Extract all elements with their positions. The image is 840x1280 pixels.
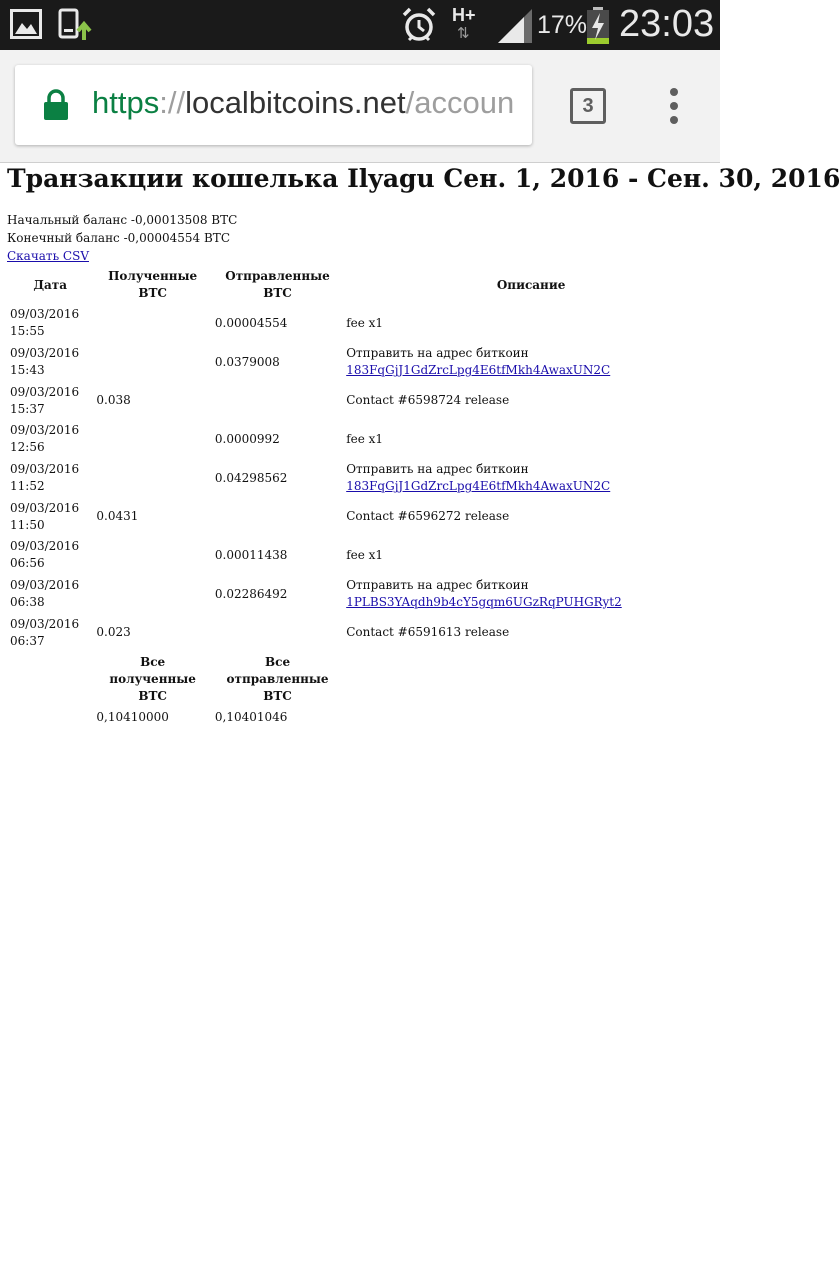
cell-received — [94, 421, 211, 458]
cell-date-day: 09/03/2016 — [10, 307, 80, 322]
opening-balance: Начальный баланс -0,00013508 BTC — [7, 213, 238, 227]
total-sent-label-line2: BTC — [263, 689, 292, 704]
cell-sent — [213, 498, 342, 535]
cell-date-day: 09/03/2016 — [10, 616, 80, 631]
cell-received: 0.038 — [96, 393, 131, 408]
table-row — [6, 576, 718, 613]
cell-date — [6, 421, 92, 458]
page-content — [0, 163, 840, 1280]
cell-sent: 0.00004554 — [214, 315, 288, 330]
cell-date — [6, 576, 92, 613]
battery-charging-icon — [585, 7, 611, 50]
cell-date-time: 15:55 — [10, 324, 45, 339]
cell-received: 0.023 — [96, 625, 131, 640]
cell-date — [6, 382, 92, 419]
alarm-icon — [400, 6, 438, 49]
total-sent-label-line1: Все отправленные — [226, 655, 329, 687]
totals-spacer-desc-2 — [344, 708, 718, 727]
cell-received — [94, 537, 211, 574]
cell-description — [344, 460, 718, 497]
totals-spacer-desc — [344, 653, 718, 706]
description-text: Отправить на адрес биткоин — [346, 578, 529, 593]
table-row — [6, 615, 718, 652]
signal-icon — [496, 8, 534, 49]
total-received-value: 0,10410000 — [96, 710, 169, 725]
cell-date-day: 09/03/2016 — [10, 346, 80, 361]
cell-sent — [213, 382, 342, 419]
table-row — [6, 382, 718, 419]
cell-date — [6, 344, 92, 381]
table-row — [6, 537, 718, 574]
cell-description — [344, 305, 718, 342]
cell-date-time: 15:43 — [10, 363, 45, 378]
cell-date-day: 09/03/2016 — [10, 384, 80, 399]
cell-sent: 0.04298562 — [214, 470, 288, 485]
column-header-description: Описание — [496, 277, 566, 292]
description-text: Отправить на адрес биткоин — [346, 462, 529, 477]
cell-sent: 0.00011438 — [214, 547, 288, 562]
transactions-table — [4, 265, 720, 729]
data-transfer-icon: ⇅ — [457, 25, 470, 42]
cell-date-day: 09/03/2016 — [10, 578, 80, 593]
cell-date — [6, 460, 92, 497]
cell-date — [6, 498, 92, 535]
cell-sent — [213, 615, 342, 652]
battery-percent: 17% — [537, 11, 588, 39]
cell-received: 0.0431 — [96, 509, 139, 524]
cell-date-time: 15:37 — [10, 401, 45, 416]
table-row — [6, 344, 718, 381]
overflow-menu-icon[interactable] — [664, 88, 684, 124]
table-row — [6, 421, 718, 458]
url-text[interactable] — [92, 83, 527, 123]
cell-date-time: 12:56 — [10, 440, 45, 455]
cell-sent: 0.0000992 — [214, 431, 280, 446]
gallery-icon — [10, 9, 42, 44]
column-header-received: Полученные BTC — [108, 269, 198, 300]
page-title: Транзакции кошелька Ilyagu Сен. 1, 2016 - Сен. 30, 2016 — [7, 164, 840, 193]
cell-received — [94, 460, 211, 497]
network-type: H+ — [452, 5, 476, 25]
cell-date — [6, 537, 92, 574]
cell-description — [344, 344, 718, 381]
description-text: fee x1 — [346, 431, 384, 446]
cell-date-time: 11:50 — [10, 517, 45, 532]
description-text: Contact #6591613 release — [346, 625, 510, 640]
description-text: fee x1 — [346, 547, 384, 562]
cell-received — [94, 305, 211, 342]
cell-sent: 0.02286492 — [214, 586, 288, 601]
cell-date-day: 09/03/2016 — [10, 539, 80, 554]
table-row — [6, 498, 718, 535]
cell-date-day: 09/03/2016 — [10, 500, 80, 515]
url-path: /accoun — [405, 85, 515, 120]
cell-sent: 0.0379008 — [214, 354, 280, 369]
description-text: fee x1 — [346, 315, 384, 330]
total-received-label-line1: Все полученные — [109, 655, 196, 687]
total-sent-value: 0,10401046 — [214, 710, 288, 725]
tab-switcher-button[interactable]: 3 — [570, 88, 606, 124]
total-sent-label — [213, 653, 342, 706]
url-host: localbitcoins.net — [185, 85, 406, 120]
cell-date — [6, 615, 92, 652]
closing-balance: Конечный баланс -0,00004554 BTC — [7, 231, 230, 245]
cell-date-day: 09/03/2016 — [10, 462, 80, 477]
column-header-sent: Отправленные BTC — [225, 269, 330, 300]
cell-received — [94, 576, 211, 613]
description-text: Отправить на адрес биткоин — [346, 346, 529, 361]
lock-icon — [43, 89, 69, 125]
cell-description — [344, 498, 718, 535]
address-bar[interactable] — [15, 65, 532, 145]
cell-description — [344, 382, 718, 419]
totals-spacer — [6, 653, 92, 706]
status-bar — [0, 0, 720, 50]
cell-date-time: 06:37 — [10, 633, 45, 648]
cell-description — [344, 537, 718, 574]
url-scheme: https — [92, 85, 160, 120]
total-received-label — [94, 653, 211, 706]
totals-spacer-2 — [6, 708, 92, 727]
cell-date-day: 09/03/2016 — [10, 423, 80, 438]
cell-description — [344, 421, 718, 458]
url-separator: :// — [159, 85, 186, 120]
transactions-body — [6, 305, 718, 651]
browser-toolbar — [0, 50, 720, 163]
total-received-label-line2: BTC — [138, 689, 167, 704]
table-row — [6, 305, 718, 342]
bitcoin-address-link[interactable]: 183FqGjJ1GdZrcLpg4E6tfMkh4AwaxUN2C — [346, 363, 611, 378]
column-header-date: Дата — [33, 277, 68, 292]
cell-date-time: 06:38 — [10, 595, 45, 610]
download-csv-link[interactable]: Скачать CSV — [7, 249, 89, 263]
cell-description — [344, 615, 718, 652]
table-row — [6, 460, 718, 497]
clock: 23:03 — [619, 3, 715, 45]
description-text: Contact #6596272 release — [346, 509, 510, 524]
cell-date-time: 11:52 — [10, 479, 45, 494]
bitcoin-address-link[interactable]: 1PLBS3YAqdh9b4cY5gqm6UGzRqPUHGRyt2 — [346, 595, 622, 610]
cell-received — [94, 344, 211, 381]
cell-date — [6, 305, 92, 342]
upload-icon — [58, 8, 92, 47]
cell-description — [344, 576, 718, 613]
description-text: Contact #6598724 release — [346, 393, 510, 408]
bitcoin-address-link[interactable]: 183FqGjJ1GdZrcLpg4E6tfMkh4AwaxUN2C — [346, 479, 611, 494]
cell-date-time: 06:56 — [10, 556, 45, 571]
